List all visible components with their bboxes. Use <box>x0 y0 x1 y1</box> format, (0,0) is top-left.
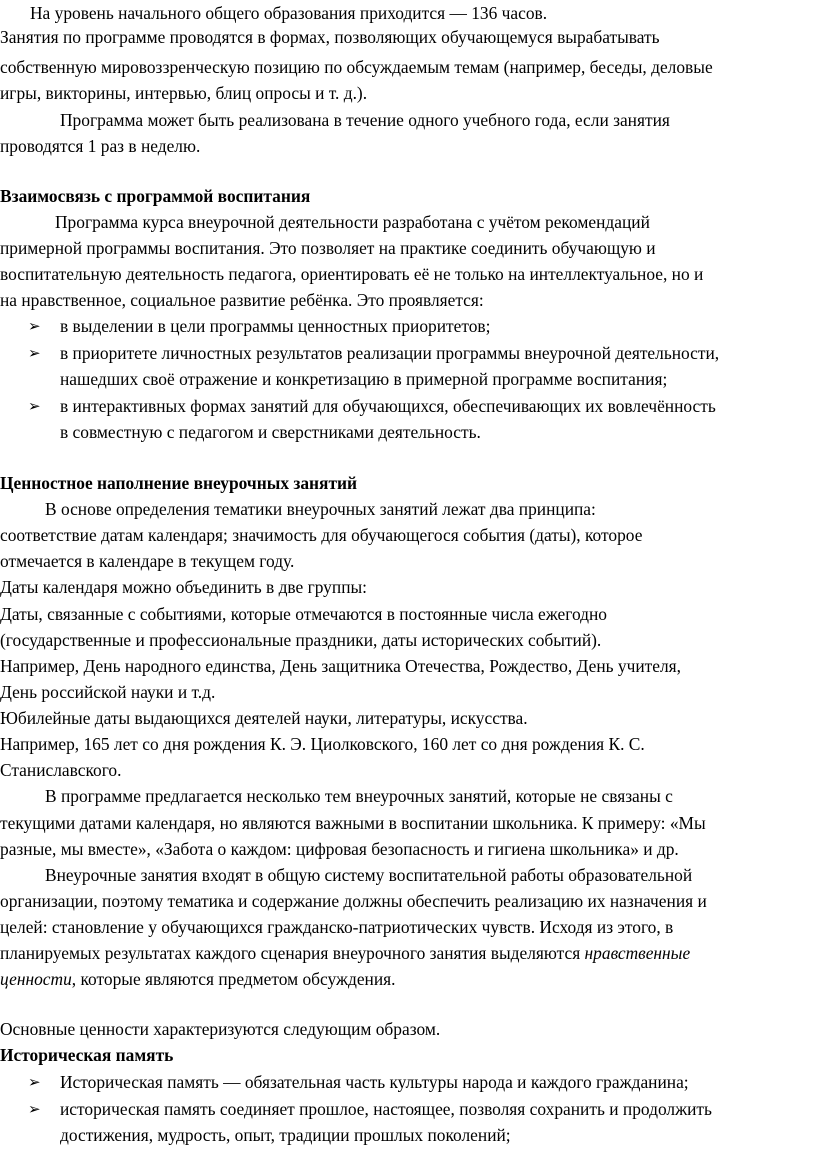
paragraph-line: Даты, связанные с событиями, которые отмечаются в постоянные числа ежегодно <box>0 604 607 624</box>
paragraph-line: Юбилейные даты выдающихся деятелей науки, литературы, искусства. <box>0 708 528 728</box>
paragraph-line: Например, День народного единства, День защитника Отечества, Рождество, День учителя, <box>0 656 682 676</box>
paragraph-line: разные, мы вместе», «Забота о каждом: цифровая безопасность и гигиена школьника» и др. <box>0 839 679 859</box>
paragraph-line: В основе определения тематики внеурочных занятий лежат два принципа: <box>45 499 596 519</box>
paragraph-line: (государственные и профессиональные праздники, даты исторических событий). <box>0 630 602 650</box>
paragraph-line <box>0 966 396 992</box>
list-item: историческая память соединяет прошлое, настоящее, позволяя сохранить и продолжить <box>60 1099 712 1119</box>
paragraph-line: целей: становление у обучающихся гражданско-патриотических чувств. Исходя из этого, в <box>0 917 674 937</box>
list-item: в приоритете личностных результатов реализации программы внеурочной деятельности, <box>60 343 720 363</box>
arrow-bullet-icon: ➢ <box>28 1100 41 1118</box>
paragraph-line: на нравственное, социальное развитие ребёнка. Это проявляется: <box>0 290 484 310</box>
list-item-continuation: в совместную с педагогом и сверстниками деятельность. <box>60 422 481 442</box>
list-item: Историческая память — обязательная часть культуры народа и каждого гражданина; <box>60 1072 689 1092</box>
paragraph-text: планируемых результатах каждого сценария внеурочного занятия выделяются <box>0 943 585 963</box>
paragraph-line: воспитательную деятельность педагога, ориентировать её не только на интеллектуальное, но и <box>0 264 704 284</box>
list-item-continuation: нашедших своё отражение и конкретизацию в примерной программе воспитания; <box>60 369 668 389</box>
paragraph-line: Внеурочные занятия входят в общую систему воспитательной работы образовательной <box>45 865 693 885</box>
paragraph-line: проводятся 1 раз в неделю. <box>0 136 201 156</box>
paragraph-line: игры, викторины, интервью, блиц опросы и т. д.). <box>0 83 368 103</box>
paragraph-line: отмечается в календаре в текущем году. <box>0 551 295 571</box>
list-item-continuation: достижения, мудрость, опыт, традиции прошлых поколений; <box>60 1125 511 1145</box>
list-item: в выделении в цели программы ценностных приоритетов; <box>60 316 491 336</box>
arrow-bullet-icon: ➢ <box>28 1073 41 1091</box>
section-heading: Историческая память <box>0 1045 174 1065</box>
arrow-bullet-icon: ➢ <box>28 344 41 362</box>
list-item: в интерактивных формах занятий для обучающихся, обеспечивающих их вовлечённость <box>60 396 716 416</box>
emphasis-text: нравственные <box>584 943 691 963</box>
paragraph-line: Занятия по программе проводятся в формах, позволяющих обучающемуся вырабатывать <box>0 27 660 47</box>
paragraph-text: , которые являются предметом обсуждения. <box>71 969 396 989</box>
paragraph-line <box>0 940 690 966</box>
paragraph-line: Станиславского. <box>0 760 122 780</box>
paragraph-line: собственную мировоззренческую позицию по обсуждаемым темам (например, беседы, деловые <box>0 57 713 77</box>
paragraph-line: Основные ценности характеризуются следующим образом. <box>0 1019 441 1039</box>
paragraph-line: Даты календаря можно объединить в две группы: <box>0 577 368 597</box>
arrow-bullet-icon: ➢ <box>28 397 41 415</box>
paragraph-line: Например, 165 лет со дня рождения К. Э. Циолковского, 160 лет со дня рождения К. С. <box>0 734 645 754</box>
paragraph-line: организации, поэтому тематика и содержание должны обеспечить реализацию их назначения и <box>0 891 707 911</box>
paragraph-line: День российской науки и т.д. <box>0 682 216 702</box>
paragraph-line: Программа может быть реализована в течение одного учебного года, если занятия <box>60 110 670 130</box>
paragraph-line: На уровень начального общего образования приходится — 136 часов. <box>30 3 548 23</box>
section-heading: Ценностное наполнение внеурочных занятий <box>0 473 358 493</box>
section-heading: Взаимосвязь с программой воспитания <box>0 186 311 206</box>
paragraph-line: В программе предлагается несколько тем внеурочных занятий, которые не связаны с <box>45 786 673 806</box>
paragraph-line: соответствие датам календаря; значимость для обучающегося события (даты), которое <box>0 525 643 545</box>
emphasis-text: ценности <box>0 969 72 989</box>
paragraph-line: примерной программы воспитания. Это позволяет на практике соединить обучающую и <box>0 238 656 258</box>
paragraph-line: Программа курса внеурочной деятельности разработана с учётом рекомендаций <box>55 212 650 232</box>
arrow-bullet-icon: ➢ <box>28 317 41 335</box>
paragraph-line: текущими датами календаря, но являются важными в воспитании школьника. К примеру: «Мы <box>0 813 706 833</box>
